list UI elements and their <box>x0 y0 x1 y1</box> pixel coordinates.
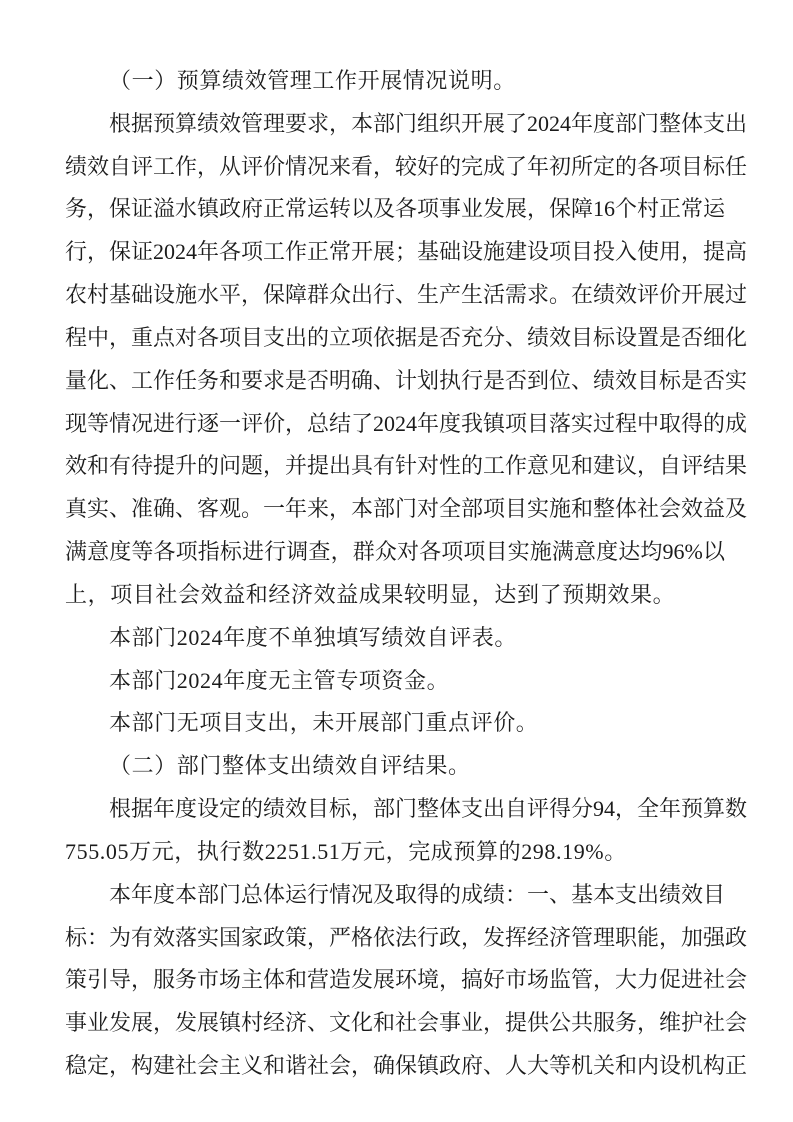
text-line: 满意度等各项指标进行调查，群众对各项项目实施满意度达均96%以 <box>65 539 725 565</box>
text-line: 真实、准确、客观。一年来，本部门对全部项目实施和整体社会效益及 <box>65 496 748 522</box>
text-line: 上，项目社会效益和经济效益成果较明显，达到了预期效果。 <box>65 581 676 607</box>
text-line: 行，保证2024年各项工作正常开展；基础设施建设项目投入使用，提高 <box>65 239 748 265</box>
text-line: （一）预算绩效管理工作开展情况说明。 <box>109 68 516 93</box>
text-line: 本部门无项目支出，未开展部门重点评价。 <box>109 710 539 736</box>
text-line: 根据年度设定的绩效目标，部门整体支出自评得分94，全年预算数 <box>109 796 748 822</box>
text-line: 根据预算绩效管理要求，本部门组织开展了2024年度部门整体支出 <box>109 110 748 136</box>
text-line: 755.05万元，执行数2251.51万元，完成预算的298.19%。 <box>65 838 627 864</box>
note-self-eval-table <box>65 617 725 660</box>
section-2-heading <box>65 745 725 788</box>
text-line: 标：为有效落实国家政策，严格依法行政，发挥经济管理职能，加强政 <box>65 924 748 950</box>
text-line: 农村基础设施水平，保障群众出行、生产生活需求。在绩效评价开展过 <box>65 282 748 308</box>
section-2-body-2 <box>65 874 748 1088</box>
text-line: 效和有待提升的问题，并提出具有针对性的工作意见和建议，自评结果 <box>65 453 748 479</box>
text-line: 务，保证溢水镇政府正常运转以及各项事业发展，保障16个村正常运 <box>65 196 726 222</box>
text-line: 策引导，服务市场主体和营造发展环境，搞好市场监管，大力促进社会 <box>65 967 748 993</box>
text-line: （二）部门整体支出绩效自评结果。 <box>109 753 471 779</box>
text-line: 现等情况进行逐一评价，总结了2024年度我镇项目落实过程中取得的成 <box>65 410 748 436</box>
text-line: 本部门2024年度无主管专项资金。 <box>109 667 450 693</box>
text-line: 绩效自评工作，从评价情况来看，较好的完成了年初所定的各项目标任 <box>65 153 748 179</box>
section-1-heading <box>65 60 725 103</box>
text-line: 量化、工作任务和要求是否明确、计划执行是否到位、绩效目标是否实 <box>65 367 748 393</box>
text-line: 程中，重点对各项目支出的立项依据是否充分、绩效目标设置是否细化 <box>65 324 748 350</box>
text-line: 事业发展，发展镇村经济、文化和社会事业，提供公共服务，维护社会 <box>65 1010 748 1036</box>
text-line: 稳定，构建社会主义和谐社会，确保镇政府、人大等机关和内设机构正 <box>65 1053 748 1079</box>
document-body <box>65 60 748 1088</box>
text-line: 本部门2024年度不单独填写绩效自评表。 <box>109 624 518 650</box>
text-line: 本年度本部门总体运行情况及取得的成绩：一、基本支出绩效目 <box>109 881 726 907</box>
note-special-funds <box>65 660 725 703</box>
note-no-project-expenditure <box>65 702 725 745</box>
section-2-body-1 <box>65 788 748 874</box>
section-1-body <box>65 103 748 617</box>
